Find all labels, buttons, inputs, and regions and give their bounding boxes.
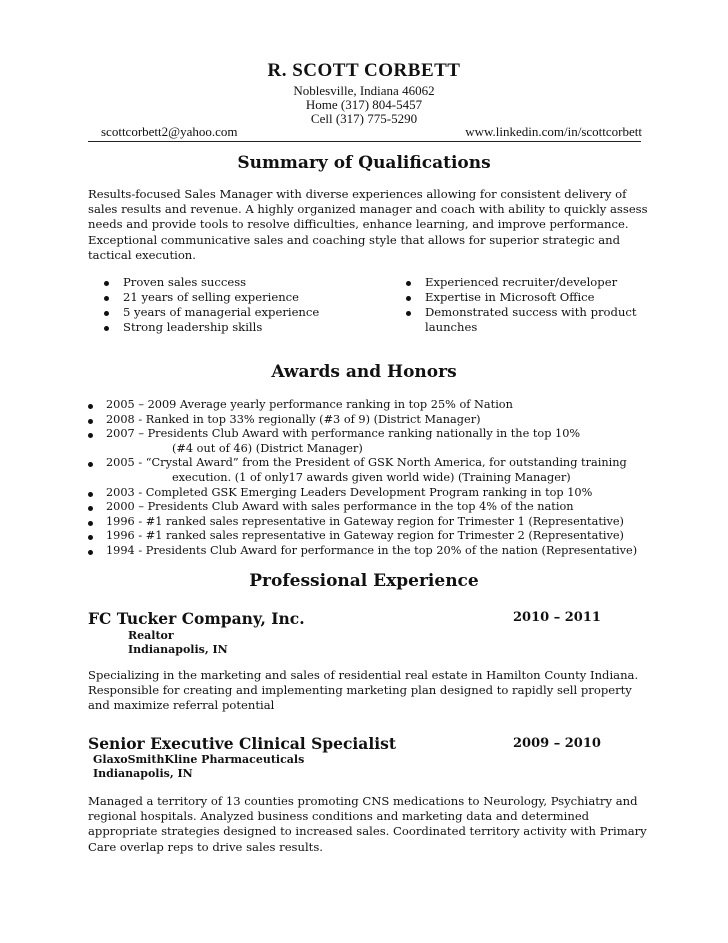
bullet-icon [104, 281, 109, 286]
awards-heading: Awards and Honors [271, 362, 457, 382]
bullet-icon [88, 535, 93, 540]
bullet-icon [406, 311, 411, 316]
list-item: 2003 - Completed GSK Emerging Leaders Development Program ranking in top 10% [88, 486, 648, 501]
bullet-icon [88, 419, 93, 424]
summary-text: Results-focused Sales Manager with diverse experiences allowing for consistent delivery of sales results and revenue. A highly organized manager and coach with ability to quickly assess needs and provide tools to resolve difficulties, enhance learning, and improve performance. Exceptional communicative sales and coaching style that allows for superior strategic and tactical execution. [88, 187, 648, 262]
job-location: Indianapolis, IN [128, 643, 228, 656]
experience-heading: Professional Experience [249, 571, 479, 591]
bullet-icon [88, 506, 93, 511]
bullet-icon [88, 433, 93, 438]
list-item: 1996 - #1 ranked sales representative in Gateway region for Trimester 2 (Representative) [88, 529, 648, 544]
list-item: Experienced recruiter/developer [403, 275, 643, 290]
list-item: Demonstrated success with product launches [403, 305, 643, 335]
bullet-icon [406, 281, 411, 286]
qualifications-left-list [101, 275, 381, 335]
list-item: Strong leadership skills [101, 320, 381, 335]
address: Noblesville, Indiana 46062 [293, 83, 435, 98]
job-location: Indianapolis, IN [93, 767, 193, 780]
list-item: Expertise in Microsoft Office [403, 290, 643, 305]
job-dates: 2010 – 2011 [513, 610, 601, 625]
bullet-icon [88, 492, 93, 497]
bullet-icon [104, 296, 109, 301]
list-item: 2008 - Ranked in top 33% regionally (#3 of 9) (District Manager) [88, 413, 648, 428]
list-item: 2005 – 2009 Average yearly performance ranking in top 25% of Nation [88, 398, 648, 413]
qualifications-right-list [403, 275, 643, 335]
bullet-icon [406, 296, 411, 301]
job-role: Realtor [128, 629, 174, 642]
list-item: 21 years of selling experience [101, 290, 381, 305]
list-item: 2005 - “Crystal Award” from the President of GSK North America, for outstanding training execution. (1 of only17 awards given world wide) (Training Manager) [88, 456, 648, 485]
job-description: Specializing in the marketing and sales of residential real estate in Hamilton County Indiana. Responsible for creating and implementing marketing plan designed to rapidly sell property and maximize referral potential [88, 668, 639, 713]
job-dates: 2009 – 2010 [513, 736, 601, 751]
list-item: 2000 – Presidents Club Award with sales performance in the top 4% of the nation [88, 500, 648, 515]
bullet-icon [88, 521, 93, 526]
bullet-icon [104, 311, 109, 316]
list-item: 1994 - Presidents Club Award for performance in the top 20% of the nation (Representative) [88, 544, 648, 559]
job-company: FC Tucker Company, Inc. [88, 609, 305, 628]
bullet-icon [88, 550, 93, 555]
linkedin-link[interactable]: www.linkedin.com/in/scottcorbett [465, 124, 642, 139]
cell-phone: Cell (317) 775-5290 [310, 111, 418, 126]
list-item: 5 years of managerial experience [101, 305, 381, 320]
list-item: Proven sales success [101, 275, 381, 290]
bullet-icon [88, 462, 93, 467]
job-title: Senior Executive Clinical Specialist [88, 734, 397, 753]
resume-name: R. SCOTT CORBETT [267, 60, 461, 81]
header-divider [88, 141, 641, 142]
bullet-icon [88, 404, 93, 409]
summary-heading: Summary of Qualifications [237, 153, 491, 173]
list-item: 1996 - #1 ranked sales representative in Gateway region for Trimester 1 (Representative) [88, 515, 648, 530]
email-link[interactable]: scottcorbett2@yahoo.com [101, 124, 238, 139]
bullet-icon [104, 326, 109, 331]
job-description: Managed a territory of 13 counties promoting CNS medications to Neurology, Psychiatry and regional hospitals. Analyzed business conditions and marketing data and determined appropriate strategies designed to increased sales. Coordinated territory activity with Primary Care overlap reps to drive sales results. [88, 794, 647, 854]
awards-list [88, 398, 648, 559]
list-item: 2007 – Presidents Club Award with performance ranking nationally in the top 10% (#4 out of 46) (District Manager) [88, 427, 648, 456]
job-company: GlaxoSmithKline Pharmaceuticals [93, 753, 305, 766]
home-phone: Home (317) 804-5457 [305, 97, 423, 112]
